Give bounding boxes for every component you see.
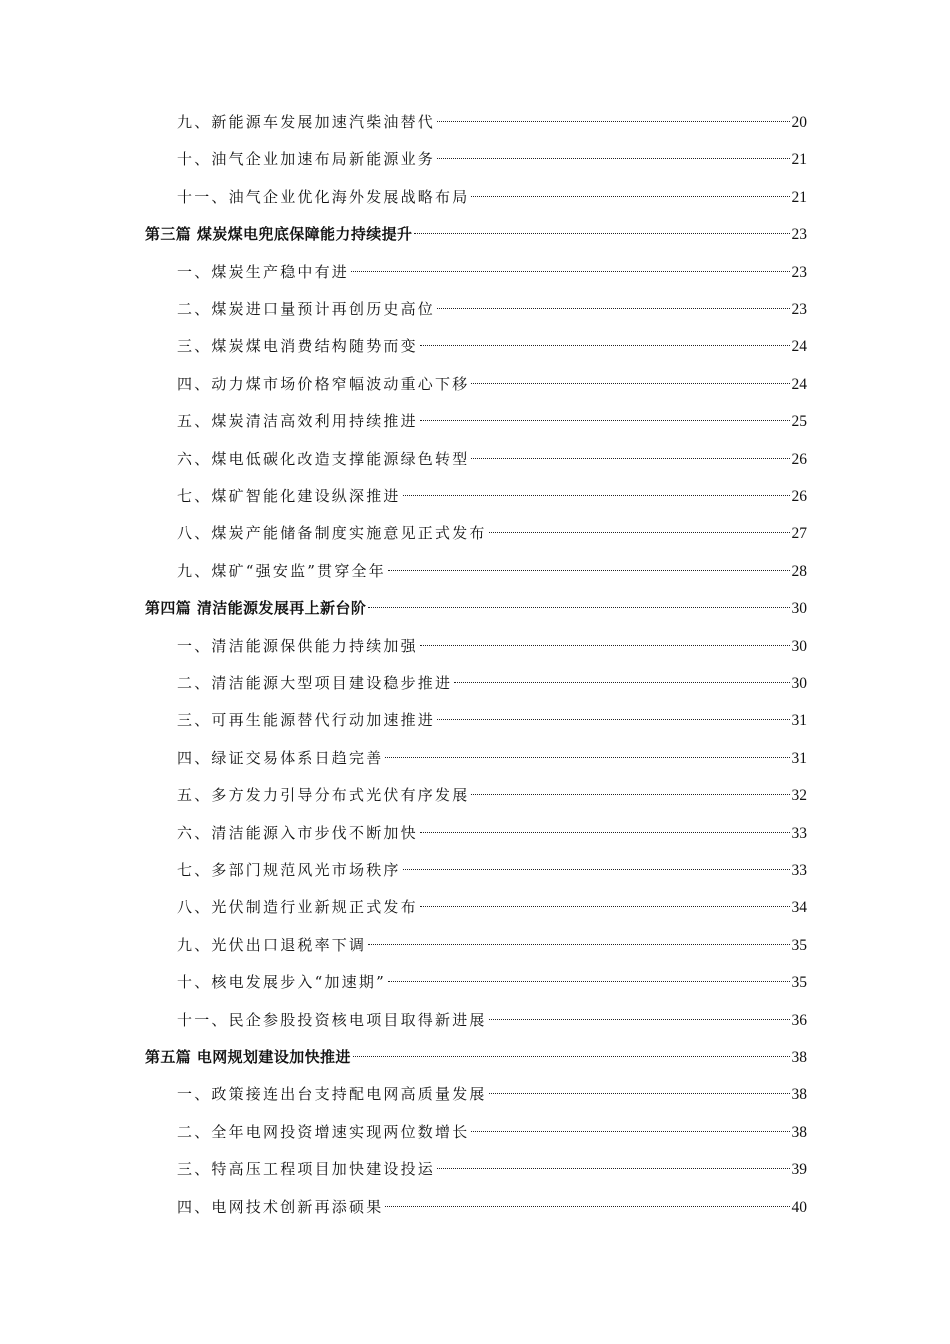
toc-section-entry[interactable] — [177, 1119, 807, 1145]
toc-entry-title: 第五篇 电网规划建设加快推进 — [145, 1048, 351, 1066]
toc-page-number: 34 — [791, 899, 807, 917]
dot-leader — [489, 532, 790, 533]
dot-leader — [471, 458, 789, 459]
toc-section-entry[interactable] — [177, 707, 807, 733]
dot-leader — [437, 308, 789, 309]
toc-section-entry[interactable] — [177, 558, 807, 584]
toc-entry-title: 五、煤炭清洁高效利用持续推进 — [177, 412, 418, 431]
toc-entry-title: 一、煤炭生产稳中有进 — [177, 262, 350, 281]
toc-chapter-entry[interactable] — [145, 221, 807, 247]
dot-leader — [388, 570, 790, 571]
dot-leader — [420, 345, 790, 346]
toc-section-entry[interactable] — [177, 857, 807, 883]
toc-section-entry[interactable] — [177, 109, 807, 135]
toc-entry-title: 八、光伏制造行业新规正式发布 — [177, 898, 418, 917]
toc-section-entry[interactable] — [177, 633, 807, 659]
toc-page-number: 36 — [791, 1011, 807, 1029]
toc-entry-title: 六、煤电低碳化改造支撑能源绿色转型 — [177, 449, 470, 468]
toc-page-number: 28 — [791, 562, 807, 580]
toc-page-number: 25 — [791, 413, 807, 431]
dot-leader — [414, 233, 789, 234]
toc-page-number: 26 — [791, 488, 807, 505]
toc-page-number: 40 — [791, 1198, 807, 1216]
toc-page-number: 21 — [791, 188, 807, 206]
toc-entry-title: 四、绿证交易体系日趋完善 — [177, 748, 384, 767]
toc-page-number: 35 — [791, 936, 807, 954]
dot-leader — [351, 271, 789, 272]
dot-leader — [437, 158, 789, 159]
dot-leader — [437, 719, 789, 720]
toc-chapter-entry[interactable] — [145, 595, 807, 621]
toc-section-entry[interactable] — [177, 745, 807, 771]
toc-section-entry[interactable] — [177, 670, 807, 696]
dot-leader — [471, 383, 789, 384]
dot-leader — [385, 757, 789, 758]
toc-entry-title: 三、可再生能源替代行动加速推进 — [177, 711, 436, 730]
dot-leader — [403, 869, 790, 870]
toc-entry-title: 一、政策接连出台支持配电网高质量发展 — [177, 1085, 487, 1104]
toc-entry-title: 四、动力煤市场价格窄幅波动重心下移 — [177, 374, 470, 393]
toc-page-number: 39 — [791, 1161, 807, 1179]
toc-page-number: 30 — [791, 637, 807, 655]
dot-leader — [420, 420, 790, 421]
dot-leader — [471, 1131, 789, 1132]
toc-page-number: 31 — [791, 712, 807, 730]
toc-entry-title: 四、电网技术创新再添硕果 — [177, 1197, 384, 1216]
dot-leader — [420, 832, 790, 833]
toc-section-entry[interactable] — [177, 969, 807, 995]
dot-leader — [388, 981, 790, 982]
dot-leader — [403, 495, 790, 496]
dot-leader — [471, 196, 789, 197]
toc-page-number: 23 — [791, 226, 807, 244]
dot-leader — [454, 682, 789, 683]
toc-entry-title: 三、煤炭煤电消费结构随势而变 — [177, 337, 418, 356]
toc-entry-title: 五、多方发力引导分布式光伏有序发展 — [177, 786, 470, 805]
toc-section-entry[interactable] — [177, 1007, 807, 1033]
toc-entry-title: 八、煤炭产能储备制度实施意见正式发布 — [177, 524, 487, 543]
toc-page-number: 38 — [791, 1086, 807, 1104]
toc-page-number: 32 — [791, 787, 807, 805]
toc-page-number: 33 — [791, 862, 807, 879]
toc-section-entry[interactable] — [177, 1156, 807, 1182]
toc-entry-title: 九、光伏出口退税率下调 — [177, 935, 367, 954]
toc-section-entry[interactable] — [177, 1081, 807, 1107]
toc-page-number: 26 — [791, 450, 807, 468]
toc-page-number: 38 — [791, 1049, 807, 1066]
toc-section-entry[interactable] — [177, 520, 807, 546]
toc-section-entry[interactable] — [177, 483, 807, 509]
toc-entry-title: 二、煤炭进口量预计再创历史高位 — [177, 300, 436, 318]
toc-entry-title: 第四篇 清洁能源发展再上新台阶 — [145, 599, 367, 618]
toc-section-entry[interactable] — [177, 371, 807, 397]
dot-leader — [489, 1093, 790, 1094]
dot-leader — [471, 794, 789, 795]
toc-page-number: 21 — [791, 151, 807, 169]
toc-entry-title: 第三篇 煤炭煤电兜底保障能力持续提升 — [145, 225, 413, 244]
toc-entry-title: 二、清洁能源大型项目建设稳步推进 — [177, 674, 453, 692]
toc-entry-title: 一、清洁能源保供能力持续加强 — [177, 636, 418, 655]
toc-section-entry[interactable] — [177, 296, 807, 322]
toc-section-entry[interactable] — [177, 1194, 807, 1220]
toc-entry-title: 三、特高压工程项目加快建设投运 — [177, 1160, 436, 1179]
dot-leader — [437, 121, 789, 122]
toc-page-number: 35 — [791, 974, 807, 992]
toc-page-number: 38 — [791, 1123, 807, 1141]
dot-leader — [420, 645, 790, 646]
toc-section-entry[interactable] — [177, 932, 807, 958]
toc-entry-title: 七、多部门规范风光市场秩序 — [177, 861, 401, 879]
toc-section-entry[interactable] — [177, 259, 807, 285]
toc-section-entry[interactable] — [177, 782, 807, 808]
toc-page-number: 23 — [791, 263, 807, 281]
dot-leader — [420, 906, 790, 907]
dot-leader — [437, 1168, 789, 1169]
toc-page-number: 24 — [791, 375, 807, 393]
toc-entry-title: 十一、民企参股投资核电项目取得新进展 — [177, 1010, 487, 1029]
toc-section-entry[interactable] — [177, 894, 807, 920]
toc-page-number: 33 — [791, 824, 807, 842]
toc-page-number: 20 — [791, 114, 807, 131]
toc-entry-title: 十、核电发展步入“加速期” — [177, 973, 386, 992]
toc-entry-title: 十一、油气企业优化海外发展战略布局 — [177, 187, 470, 206]
toc-section-entry[interactable] — [177, 408, 807, 434]
toc-entry-title: 二、全年电网投资增速实现两位数增长 — [177, 1122, 470, 1141]
toc-section-entry[interactable] — [177, 146, 807, 172]
toc-page-number: 30 — [791, 675, 807, 692]
dot-leader — [489, 1019, 790, 1020]
toc-page-number: 31 — [791, 749, 807, 767]
toc-chapter-entry[interactable] — [145, 1044, 807, 1070]
toc-page-number: 27 — [791, 525, 807, 543]
toc-section-entry[interactable] — [177, 333, 807, 359]
toc-entry-title: 九、煤矿“强安监”贯穿全年 — [177, 561, 386, 580]
toc-entry-title: 九、新能源车发展加速汽柴油替代 — [177, 113, 436, 131]
dot-leader — [385, 1206, 789, 1207]
dot-leader — [368, 607, 789, 608]
toc-entry-title: 十、油气企业加速布局新能源业务 — [177, 150, 436, 169]
toc-page-number: 30 — [791, 600, 807, 618]
toc-section-entry[interactable] — [177, 446, 807, 472]
dot-leader — [353, 1056, 790, 1057]
toc-section-entry[interactable] — [177, 184, 807, 210]
toc-section-entry[interactable] — [177, 820, 807, 846]
dot-leader — [368, 944, 789, 945]
toc-entry-title: 六、清洁能源入市步伐不断加快 — [177, 823, 418, 842]
toc-page-number: 23 — [791, 301, 807, 318]
toc-entry-title: 七、煤矿智能化建设纵深推进 — [177, 487, 401, 505]
toc-page-number: 24 — [791, 338, 807, 356]
